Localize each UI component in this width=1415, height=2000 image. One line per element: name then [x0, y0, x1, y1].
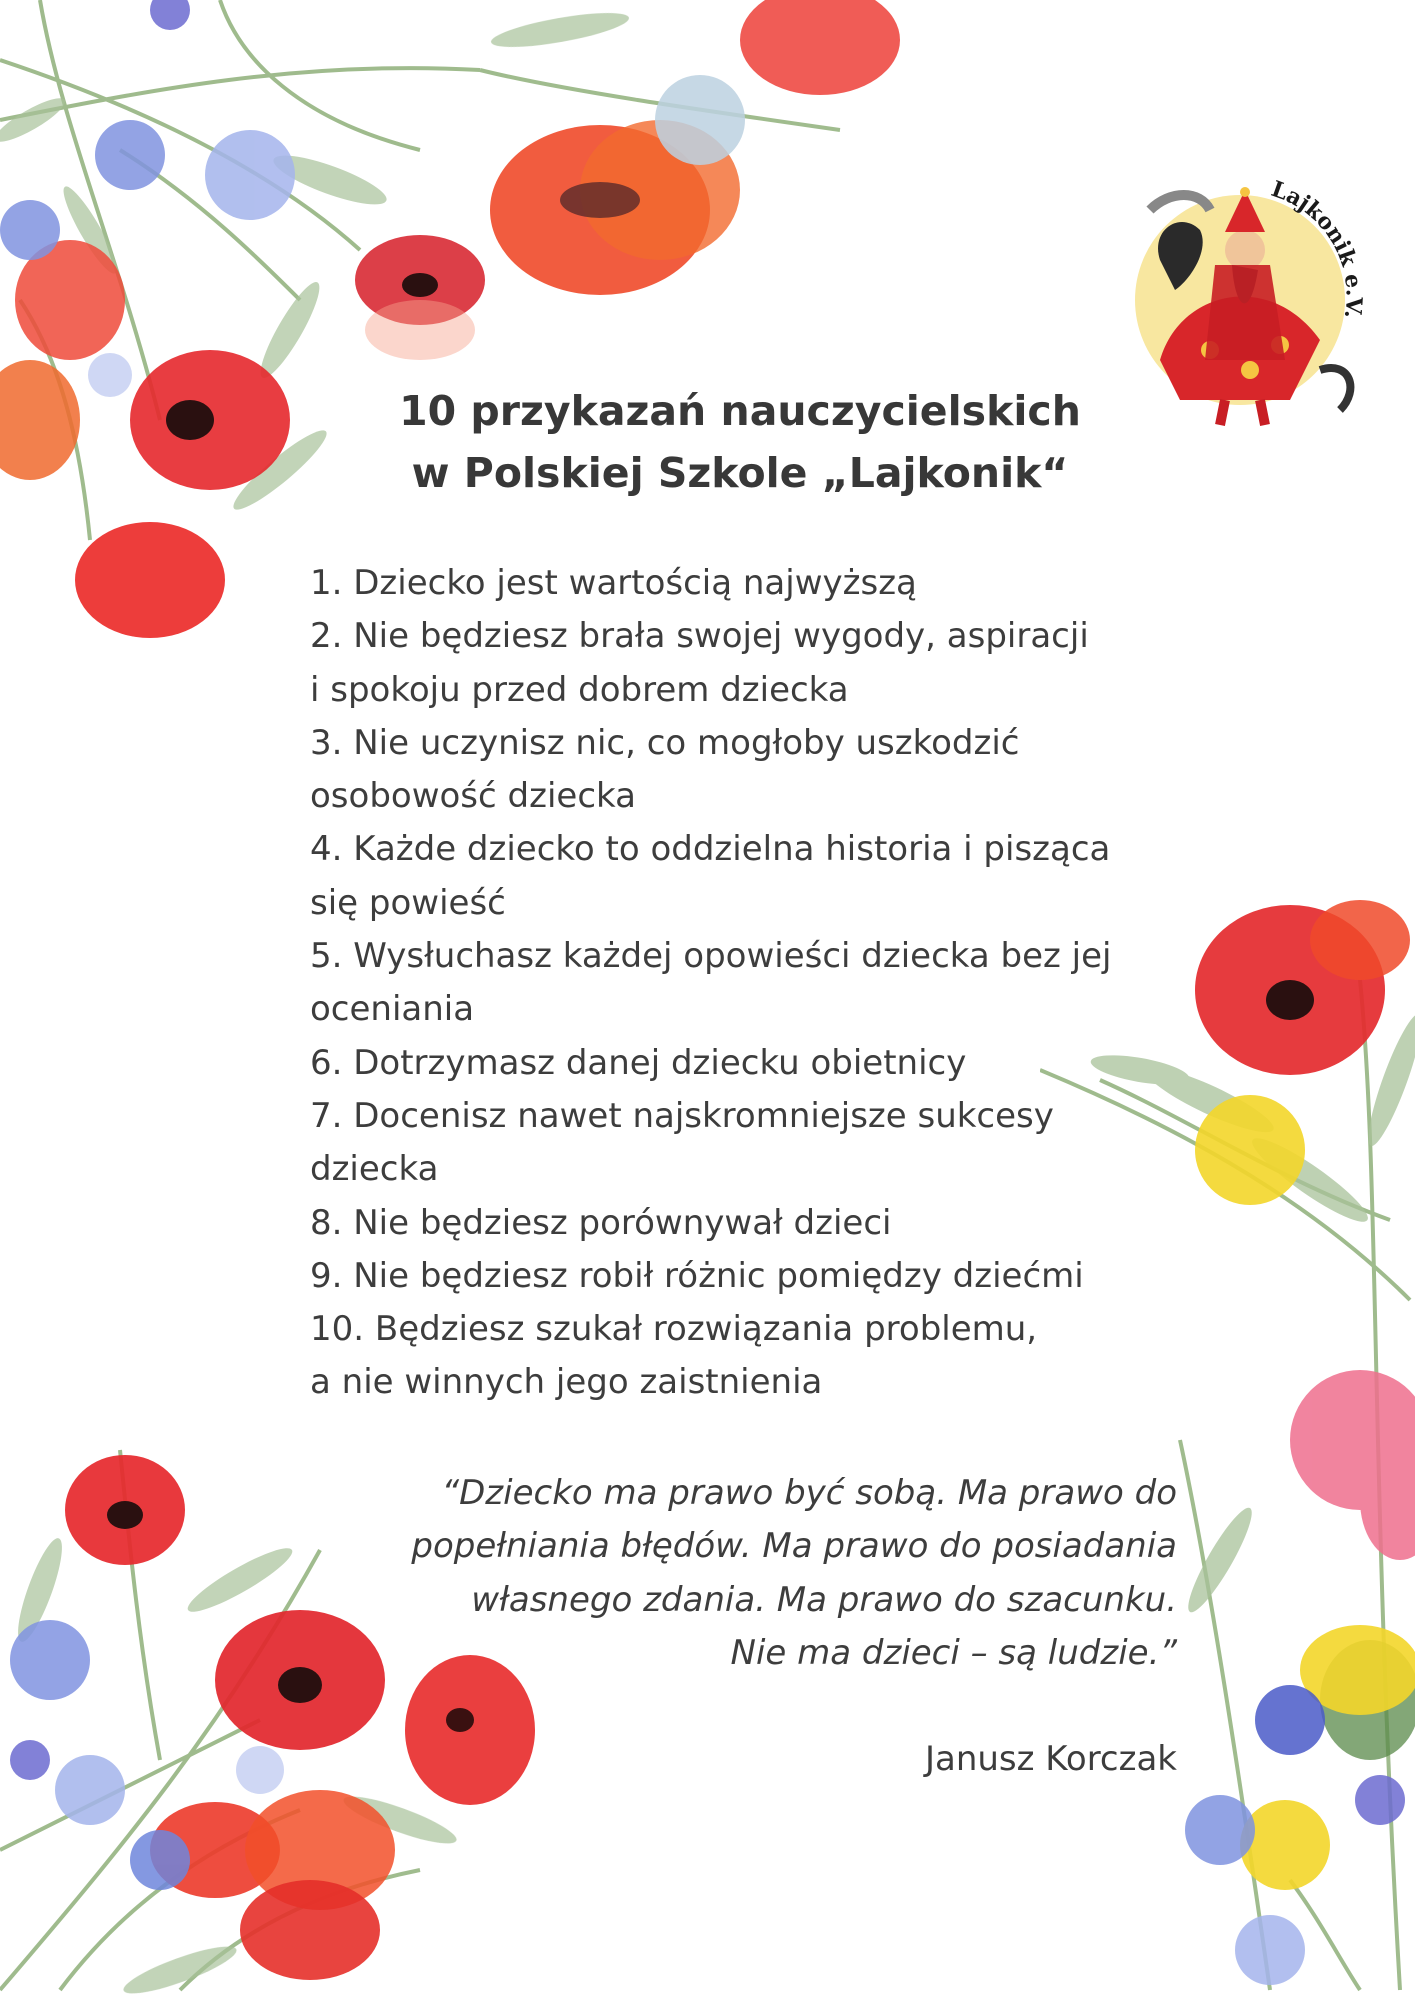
list-item: 7. Docenisz nawet najskromniejsze sukcesy — [310, 1095, 1054, 1136]
list-item: oceniania — [310, 989, 475, 1030]
list-item: i spokoju przed dobrem dziecka — [310, 669, 849, 710]
list-item: 9. Nie będziesz robił różnic pomiędzy dziećmi — [310, 1255, 1084, 1296]
rider-face-icon — [1225, 230, 1265, 270]
list-item: 2. Nie będziesz brała swojej wygody, aspiracji — [310, 616, 1089, 657]
list-item: 8. Nie będziesz porównywał dzieci — [310, 1202, 892, 1243]
list-item: 4. Każde dziecko to oddzielna historia i pisząca — [310, 829, 1111, 870]
list-item: się powieść — [310, 882, 506, 923]
list-item: 10. Będziesz szukał rozwiązania problemu, — [310, 1309, 1038, 1350]
list-item: dziecka — [310, 1149, 439, 1190]
list-item: 6. Dotrzymasz danej dziecku obietnicy — [310, 1042, 967, 1083]
quote-line: popełniania błędów. Ma prawo do posiadania — [411, 1526, 1177, 1567]
horse-tail-icon — [1320, 368, 1350, 410]
commandments-list — [310, 557, 1190, 1410]
logo-text: Lajkonik e.V. — [1267, 175, 1367, 321]
korczak-quote — [277, 1467, 1177, 1680]
page-title — [290, 380, 1190, 504]
list-item: a nie winnych jego zaistnienia — [310, 1362, 823, 1403]
title-line-1: 10 przykazań nauczycielskich — [399, 387, 1081, 435]
quote-line: własnego zdania. Ma prawo do szacunku. — [471, 1579, 1177, 1620]
cornflowers — [0, 0, 745, 397]
quote-author: Janusz Korczak — [924, 1739, 1177, 1779]
poppies — [0, 0, 900, 638]
list-item: 3. Nie uczynisz nic, co mogłoby uszkodzić — [310, 722, 1020, 763]
list-item: 1. Dziecko jest wartością najwyższą — [310, 563, 917, 603]
list-item: 5. Wysłuchasz każdej opowieści dziecka bez jej — [310, 936, 1112, 977]
quote-line: Nie ma dzieci – są ludzie.” — [730, 1632, 1177, 1673]
quote-line: “Dziecko ma prawo być sobą. Ma prawo do — [441, 1473, 1177, 1513]
list-item: osobowość dziecka — [310, 776, 636, 817]
title-line-2: w Polskiej Szkole „Lajkonik“ — [411, 449, 1069, 497]
